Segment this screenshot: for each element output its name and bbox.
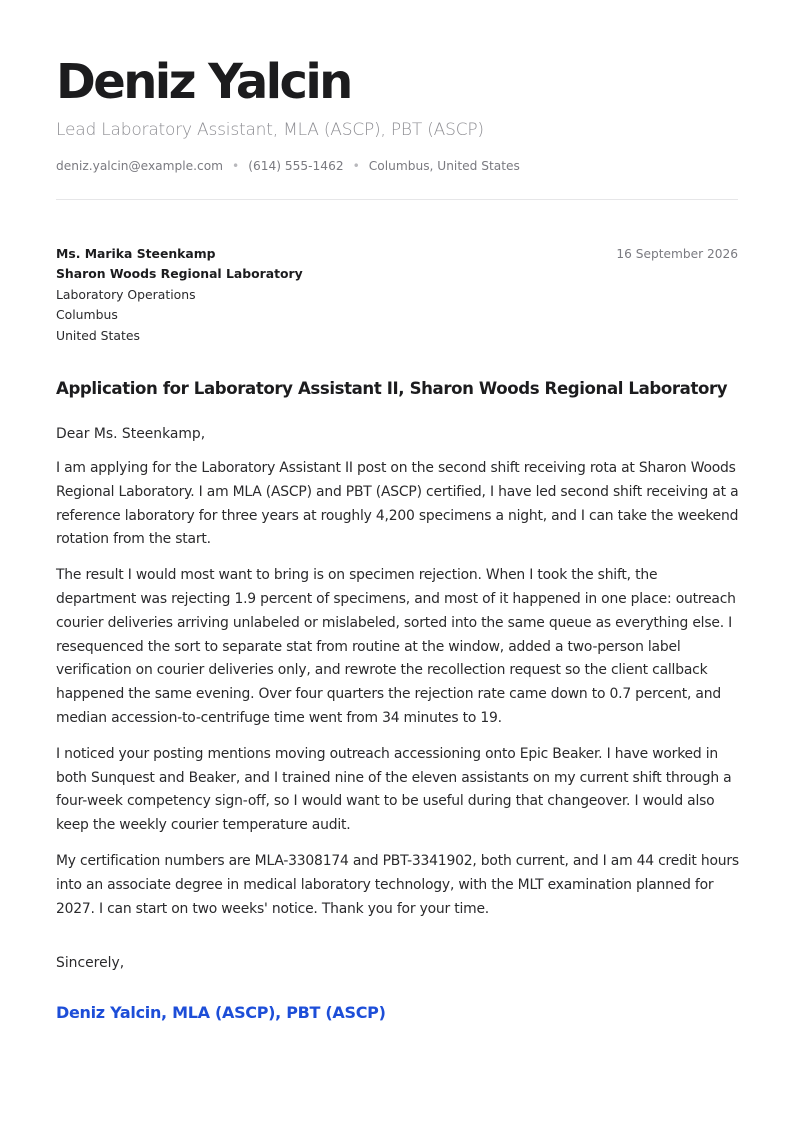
recipient-city: Columbus xyxy=(56,307,118,323)
recipient-name: Ms. Marika Steenkamp xyxy=(56,246,216,261)
letter-subject: Application for Laboratory Assistant II, Sharon Woods Regional Laboratory xyxy=(56,379,728,398)
contact-location: Columbus, United States xyxy=(368,159,520,173)
letter-body xyxy=(56,378,738,1024)
body-paragraph: My certification numbers are MLA-3308174 and PBT-3341902, both current, and I am 44 credit hours into an associate degree in medical laboratory technology, with the MLT examination planned for 2027. I can start on two weeks' notice. Thank you for your time. xyxy=(56,852,739,917)
letter-signature: Deniz Yalcin, MLA (ASCP), PBT (ASCP) xyxy=(56,1003,386,1023)
letter-date: 16 September 2026 xyxy=(616,247,738,261)
header-divider xyxy=(56,199,738,200)
address-block xyxy=(56,244,738,344)
body-paragraph: I am applying for the Laboratory Assistant II post on the second shift receiving rota at Sharon Woods Regional Laboratory. I am MLA (ASCP) and PBT (ASCP) certified, I have led second shift receiving at a reference laboratory for three years at roughly 4,200 specimens a night, and I can take the weekend rotation from the start. xyxy=(56,460,739,548)
contact-separator: • xyxy=(232,159,240,173)
body-paragraph: The result I would most want to bring is on specimen rejection. When I took the shift, the department was rejecting 1.9 percent of specimens, and most of it happened in one place: outreach courier deliveries arriving unlabeled or mislabeled, sorted into the same queue as everything else. I resequenced the sort to separate stat from routine at the window, added a two-person label verification on courier deliveries only, and rewrote the recollection request so the client callback happened the same evening. Over four quarters the rejection rate came down to 0.7 percent, and median accession-to-centrifuge time went from 34 minutes to 19. xyxy=(56,567,736,726)
body-paragraph: I noticed your posting mentions moving outreach accessioning onto Epic Beaker. I have worked in both Sunquest and Beaker, and I trained nine of the eleven assistants on my current shift through a four-week competency sign-off, so I would want to be useful during that changeover. I would also keep the weekly courier temperature audit. xyxy=(56,745,732,834)
letter-closing: Sincerely, xyxy=(56,955,125,972)
contact-email[interactable]: deniz.yalcin@example.com xyxy=(56,159,224,173)
applicant-name: Deniz Yalcin xyxy=(56,54,351,110)
letter-salutation: Dear Ms. Steenkamp, xyxy=(56,426,206,442)
applicant-title: Lead Laboratory Assistant, MLA (ASCP), PBT (ASCP) xyxy=(56,120,484,140)
contact-phone[interactable]: (614) 555-1462 xyxy=(248,159,344,173)
letter-header xyxy=(56,52,738,200)
recipient-department: Laboratory Operations xyxy=(56,286,196,302)
contact-separator: • xyxy=(352,159,360,173)
recipient-country: United States xyxy=(56,327,140,343)
recipient-organization: Sharon Woods Regional Laboratory xyxy=(56,266,303,282)
contact-line xyxy=(56,157,738,175)
